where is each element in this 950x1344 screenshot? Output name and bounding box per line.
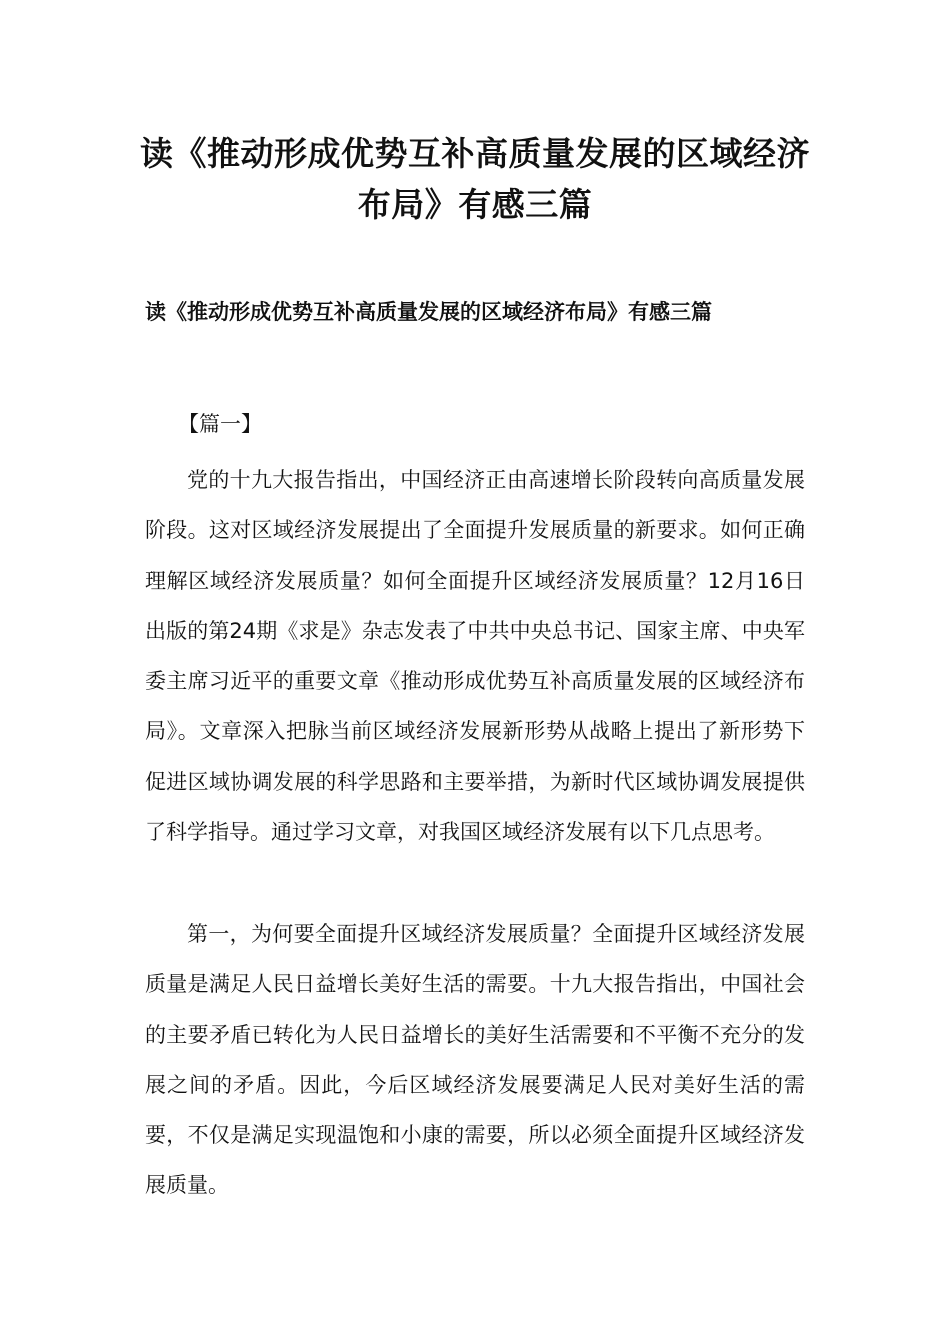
body-paragraph-2: 第一，为何要全面提升区域经济发展质量？全面提升区域经济发展质量是满足人民日益增长美好生活的需要。十九大报告指出，中国社会的主要矛盾已转化为人民日益增长的美好生活需要和不平衡不充分的发展之间的矛盾。因此，今后区域经济发展要满足人民对美好生活的需要，不仅是满足实现温饱和小康的需要，所以必须全面提升区域经济发展质量。 <box>145 922 805 1198</box>
page-title: 读《推动形成优势互补高质量发展的区域经济布局》有感三篇 <box>140 134 810 224</box>
section-label: 【篇一】 <box>178 412 262 436</box>
body-paragraph-1: 党的十九大报告指出，中国经济正由高速增长阶段转向高质量发展阶段。这对区域经济发展提出了全面提升发展质量的新要求。如何正确理解区域经济发展质量？如何全面提升区域经济发展质量？12月16日出版的第24期《求是》杂志发表了中共中央总书记、国家主席、中央军委主席习近平的重要文章《推动形成优势互补高质量发展的区域经济布局》。文章深入把脉当前区域经济发展新形势从战略上提出了新形势下促进区域协调发展的科学思路和主要举措，为新时代区域协调发展提供了科学指导。通过学习文章，对我国区域经济发展有以下几点思考。 <box>145 468 805 845</box>
document-subtitle: 读《推动形成优势互补高质量发展的区域经济布局》有感三篇 <box>145 300 712 324</box>
